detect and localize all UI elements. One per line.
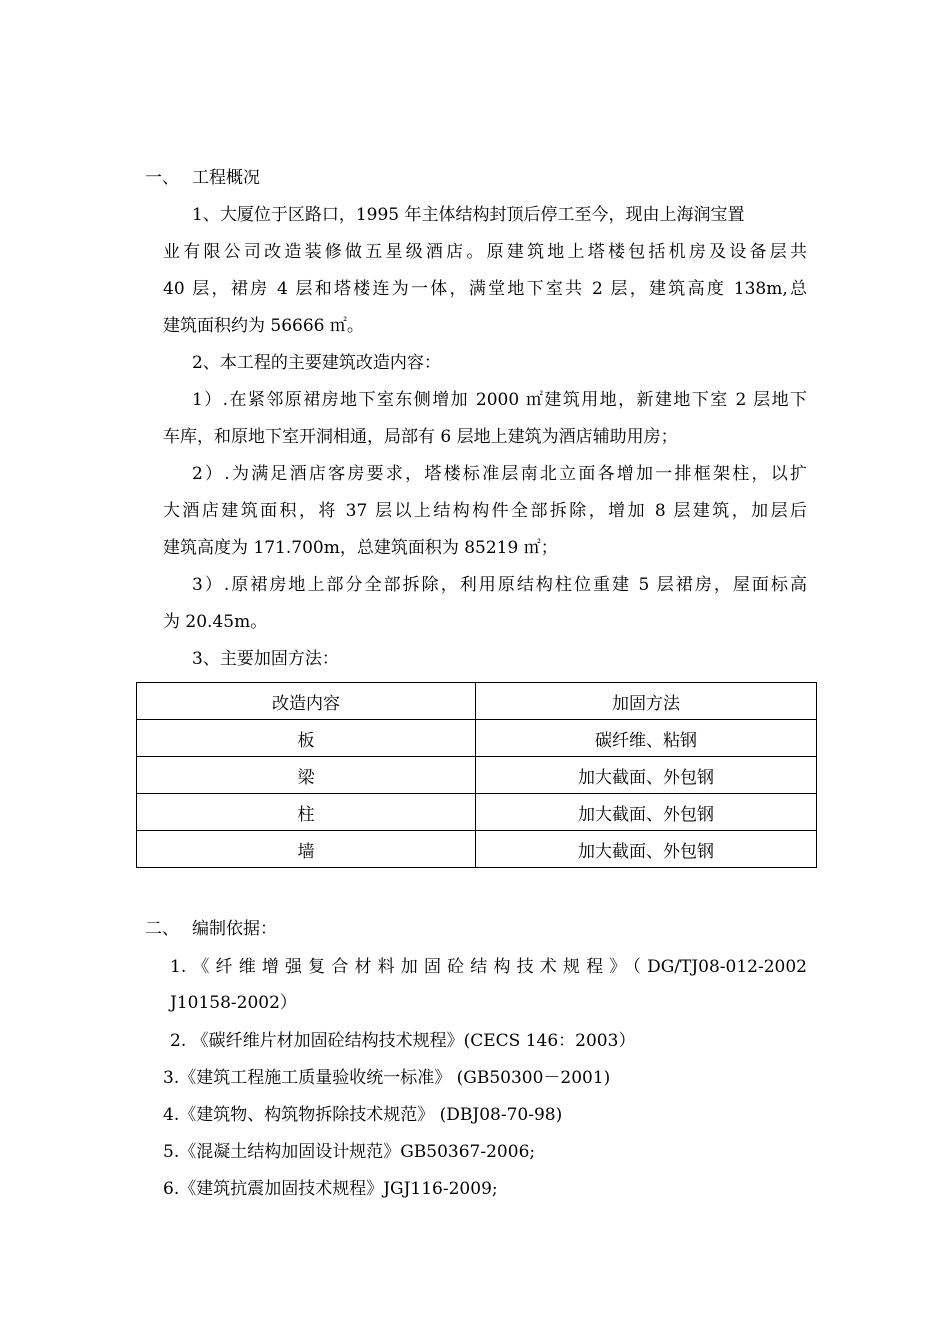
table-row: [137, 720, 817, 757]
section-heading-2: [145, 918, 277, 940]
table-header-row: [137, 683, 817, 720]
paragraph-line: 2、本工程的主要建筑改造内容：: [192, 353, 441, 373]
section-number: 二、: [145, 919, 179, 939]
table-header-cell: 加固方法: [476, 683, 817, 720]
paragraph-line: 业有限公司改造装修做五星级酒店。原建筑地上塔楼包括机房及设备层共: [163, 242, 807, 262]
table-cell: 加大截面、外包钢: [476, 831, 817, 868]
section-title: 编制依据：: [192, 919, 277, 939]
reference-item: 5.《混凝土结构加固设计规范》GB50367-2006;: [163, 1142, 536, 1162]
list-item-line: 3）.原裙房地上部分全部拆除，利用原结构柱位重建 5 层裙房，屋面标高: [192, 575, 807, 595]
list-item-line: 2）.为满足酒店客房要求，塔楼标准层南北立面各增加一排框架柱，以扩: [192, 464, 807, 484]
table-cell: 碳纤维、粘钢: [476, 720, 817, 757]
reference-item: J10158-2002）: [170, 993, 297, 1013]
table-cell: 梁: [137, 757, 476, 794]
paragraph-line: 1、大厦位于区路口，1995 年主体结构封顶后停工至今，现由上海润宝置: [192, 205, 745, 225]
table-cell: 柱: [137, 794, 476, 831]
table-cell: 加大截面、外包钢: [476, 757, 817, 794]
table-cell: 板: [137, 720, 476, 757]
table-header-cell: 改造内容: [137, 683, 476, 720]
list-item-line: 车库，和原地下室开洞相通，局部有 6 层地上建筑为酒店辅助用房；: [163, 427, 678, 447]
paragraph-line: 3、主要加固方法：: [192, 649, 339, 669]
table-cell: 墙: [137, 831, 476, 868]
reinforcement-table: [136, 682, 817, 868]
section-heading-1: [145, 167, 260, 189]
reference-item: 2. 《碳纤维片材加固砼结构技术规程》(CECS 146：2003）: [170, 1031, 636, 1051]
list-item-line: 建筑高度为 171.700m，总建筑面积为 85219 ㎡；: [163, 538, 558, 558]
reference-item: 1.《纤维增强复合材料加固砼结构技术规程》（DG/TJ08-012-2002: [170, 957, 807, 977]
section-title: 工程概况: [192, 168, 260, 188]
section-number: 一、: [145, 168, 179, 188]
list-item-line: 1）.在紧邻原裙房地下室东侧增加 2000 ㎡建筑用地，新建地下室 2 层地下: [192, 390, 807, 410]
table-row: [137, 831, 817, 868]
table-cell: 加大截面、外包钢: [476, 794, 817, 831]
reference-item: 3.《建筑工程施工质量验收统一标准》 (GB50300－2001): [163, 1068, 611, 1088]
table-row: [137, 757, 817, 794]
list-item-line: 为 20.45m。: [163, 612, 268, 632]
reference-item: 4.《建筑物、构筑物拆除技术规范》 (DBJ08-70-98): [163, 1105, 563, 1125]
reference-item: 6.《建筑抗震加固技术规程》JGJ116-2009;: [163, 1179, 498, 1199]
table-row: [137, 794, 817, 831]
paragraph-line: 建筑面积约为 56666 ㎡。: [163, 316, 364, 336]
list-item-line: 大酒店建筑面积，将 37 层以上结构构件全部拆除，增加 8 层建筑，加层后: [163, 501, 807, 521]
paragraph-line: 40 层，裙房 4 层和塔楼连为一体，满堂地下室共 2 层，建筑高度 138m,总: [163, 279, 807, 299]
